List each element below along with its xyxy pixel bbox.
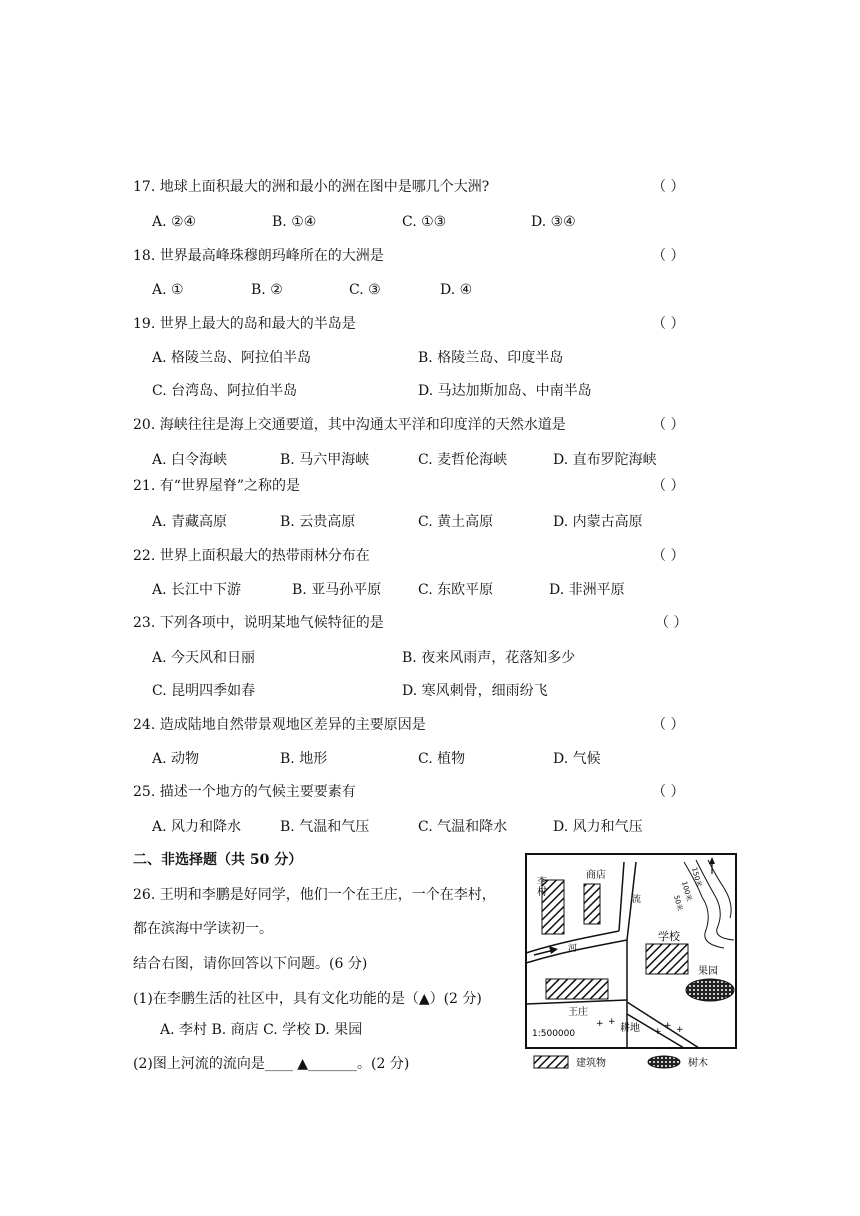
q18-option-c: C. ③: [349, 282, 381, 298]
q22-option-d: D. 非洲平原: [549, 582, 625, 598]
q22-answer-paren: （ ）: [652, 548, 685, 564]
q18-stem: 18. 世界最高峰珠穆朗玛峰所在的大洲是: [133, 248, 384, 264]
q21-option-a: A. 青藏高原: [152, 514, 228, 530]
q23-answer-paren: （ ）: [655, 615, 688, 631]
legend-building-label: 建筑物: [576, 1058, 606, 1069]
q25-option-b: B. 气温和气压: [280, 819, 370, 835]
q17-option-c: C. ①③: [402, 214, 447, 230]
orchard-trees: [686, 979, 734, 1001]
q25-option-d: D. 风力和气压: [553, 819, 643, 835]
label-contour-100: 100米: [680, 880, 694, 903]
q26-sub-1: (1)在李鹏生活的社区中，具有文化功能的是（▲）(2 分): [133, 991, 482, 1007]
q25-stem: 25. 描述一个地方的气候主要要素有: [133, 784, 356, 800]
q21-stem: 21. 有“世界屋脊”之称的是: [133, 478, 301, 494]
q24-stem: 24. 造成陆地自然带景观地区差异的主要原因是: [133, 717, 426, 733]
q18-option-b: B. ②: [251, 282, 283, 298]
q19-option-d: D. 马达加斯加岛、中南半岛: [418, 383, 592, 399]
label-river-1: 流: [632, 895, 642, 905]
q17-answer-paren: （ ）: [652, 179, 685, 195]
q17-stem: 17. 地球上面积最大的洲和最小的洲在图中是哪几个大洲?: [133, 179, 490, 195]
q19-stem: 19. 世界上最大的岛和最大的半岛是: [133, 316, 356, 332]
q18-option-a: A. ①: [152, 282, 184, 298]
label-scale: 1:500000: [532, 1029, 576, 1039]
q24-answer-paren: （ ）: [652, 717, 685, 733]
q24-option-d: D. 气候: [553, 751, 601, 767]
q20-answer-paren: （ ）: [652, 417, 685, 433]
q22-option-b: B. 亚马孙平原: [292, 582, 382, 598]
label-farmland: 耕地: [620, 1023, 640, 1034]
legend-tree-label: 树木: [688, 1058, 708, 1069]
q20-stem: 20. 海峡往往是海上交通要道，其中沟通太平洋和印度洋的天然水道是: [133, 417, 566, 433]
q19-option-c: C. 台湾岛、阿拉伯半岛: [152, 383, 298, 399]
q18-answer-paren: （ ）: [652, 248, 685, 264]
label-contour-50: 50米: [672, 894, 684, 912]
svg-text:+: +: [676, 1025, 684, 1035]
legend: [534, 1056, 708, 1069]
label-contour-150: 150米: [690, 866, 704, 889]
q25-answer-paren: （ ）: [652, 784, 685, 800]
q20-option-c: C. 麦哲伦海峡: [418, 452, 508, 468]
q23-option-b: B. 夜来风雨声，花落知多少: [402, 650, 576, 666]
q26-sub-1-options: A. 李村 B. 商店 C. 学校 D. 果园: [160, 1022, 363, 1038]
label-shop: 商店: [586, 870, 606, 881]
q23-option-c: C. 昆明四季如春: [152, 683, 256, 699]
q26-line-3: 结合右图，请你回答以下问题。(6 分): [133, 956, 368, 972]
q26-sub-2: (2)图上河流的流向是____ ▲_______。(2 分): [133, 1056, 410, 1072]
q21-answer-paren: （ ）: [652, 478, 685, 494]
label-orchard: 果园: [698, 966, 718, 977]
legend-tree-swatch: [648, 1056, 680, 1068]
community-map-figure: [524, 852, 739, 1074]
svg-text:+: +: [608, 1017, 616, 1027]
q20-option-d: D. 直布罗陀海峡: [553, 452, 657, 468]
legend-building-swatch: [534, 1056, 568, 1068]
wangzhuang-building: [546, 979, 608, 999]
q24-option-c: C. 植物: [418, 751, 466, 767]
svg-text:+: +: [664, 1021, 672, 1031]
q17-option-a: A. ②④: [152, 214, 197, 230]
q21-option-c: C. 黄土高原: [418, 514, 494, 530]
q19-answer-paren: （ ）: [652, 316, 685, 332]
section-2-title: 二、非选择题（共 50 分）: [133, 852, 303, 868]
q17-option-b: B. ①④: [272, 214, 317, 230]
q25-option-c: C. 气温和降水: [418, 819, 508, 835]
q23-option-a: A. 今天风和日丽: [152, 650, 256, 666]
q19-option-a: A. 格陵兰岛、阿拉伯半岛: [152, 350, 312, 366]
q24-option-b: B. 地形: [280, 751, 328, 767]
q23-option-d: D. 寒风刺骨，细雨纷飞: [402, 683, 548, 699]
q20-option-b: B. 马六甲海峡: [280, 452, 370, 468]
label-school: 学校: [658, 930, 680, 943]
q26-line-2: 都在滨海中学读初一。: [133, 921, 273, 937]
label-li-village: 李村: [534, 876, 546, 896]
q18-option-d: D. ④: [440, 282, 473, 298]
svg-text:+: +: [596, 1019, 604, 1029]
q22-option-a: A. 长江中下游: [152, 582, 242, 598]
q19-option-b: B. 格陵兰岛、印度半岛: [418, 350, 564, 366]
q17-option-d: D. ③④: [531, 214, 576, 230]
label-river-2: 河: [568, 944, 578, 954]
q20-option-a: A. 白令海峡: [152, 452, 228, 468]
shop-building: [584, 884, 600, 924]
svg-text:+: +: [654, 1027, 662, 1037]
q22-stem: 22. 世界上面积最大的热带雨林分布在: [133, 548, 370, 564]
q22-option-c: C. 东欧平原: [418, 582, 494, 598]
q24-option-a: A. 动物: [152, 751, 200, 767]
q21-option-b: B. 云贵高原: [280, 514, 356, 530]
q21-option-d: D. 内蒙古高原: [553, 514, 643, 530]
school-building: [646, 944, 688, 974]
q23-stem: 23. 下列各项中，说明某地气候特征的是: [133, 615, 384, 631]
label-wangzhuang: 王庄: [568, 1007, 588, 1018]
q25-option-a: A. 风力和降水: [152, 819, 242, 835]
q26-line-1: 26. 王明和李鹏是好同学，他们一个在王庄，一个在李村，: [133, 887, 496, 903]
